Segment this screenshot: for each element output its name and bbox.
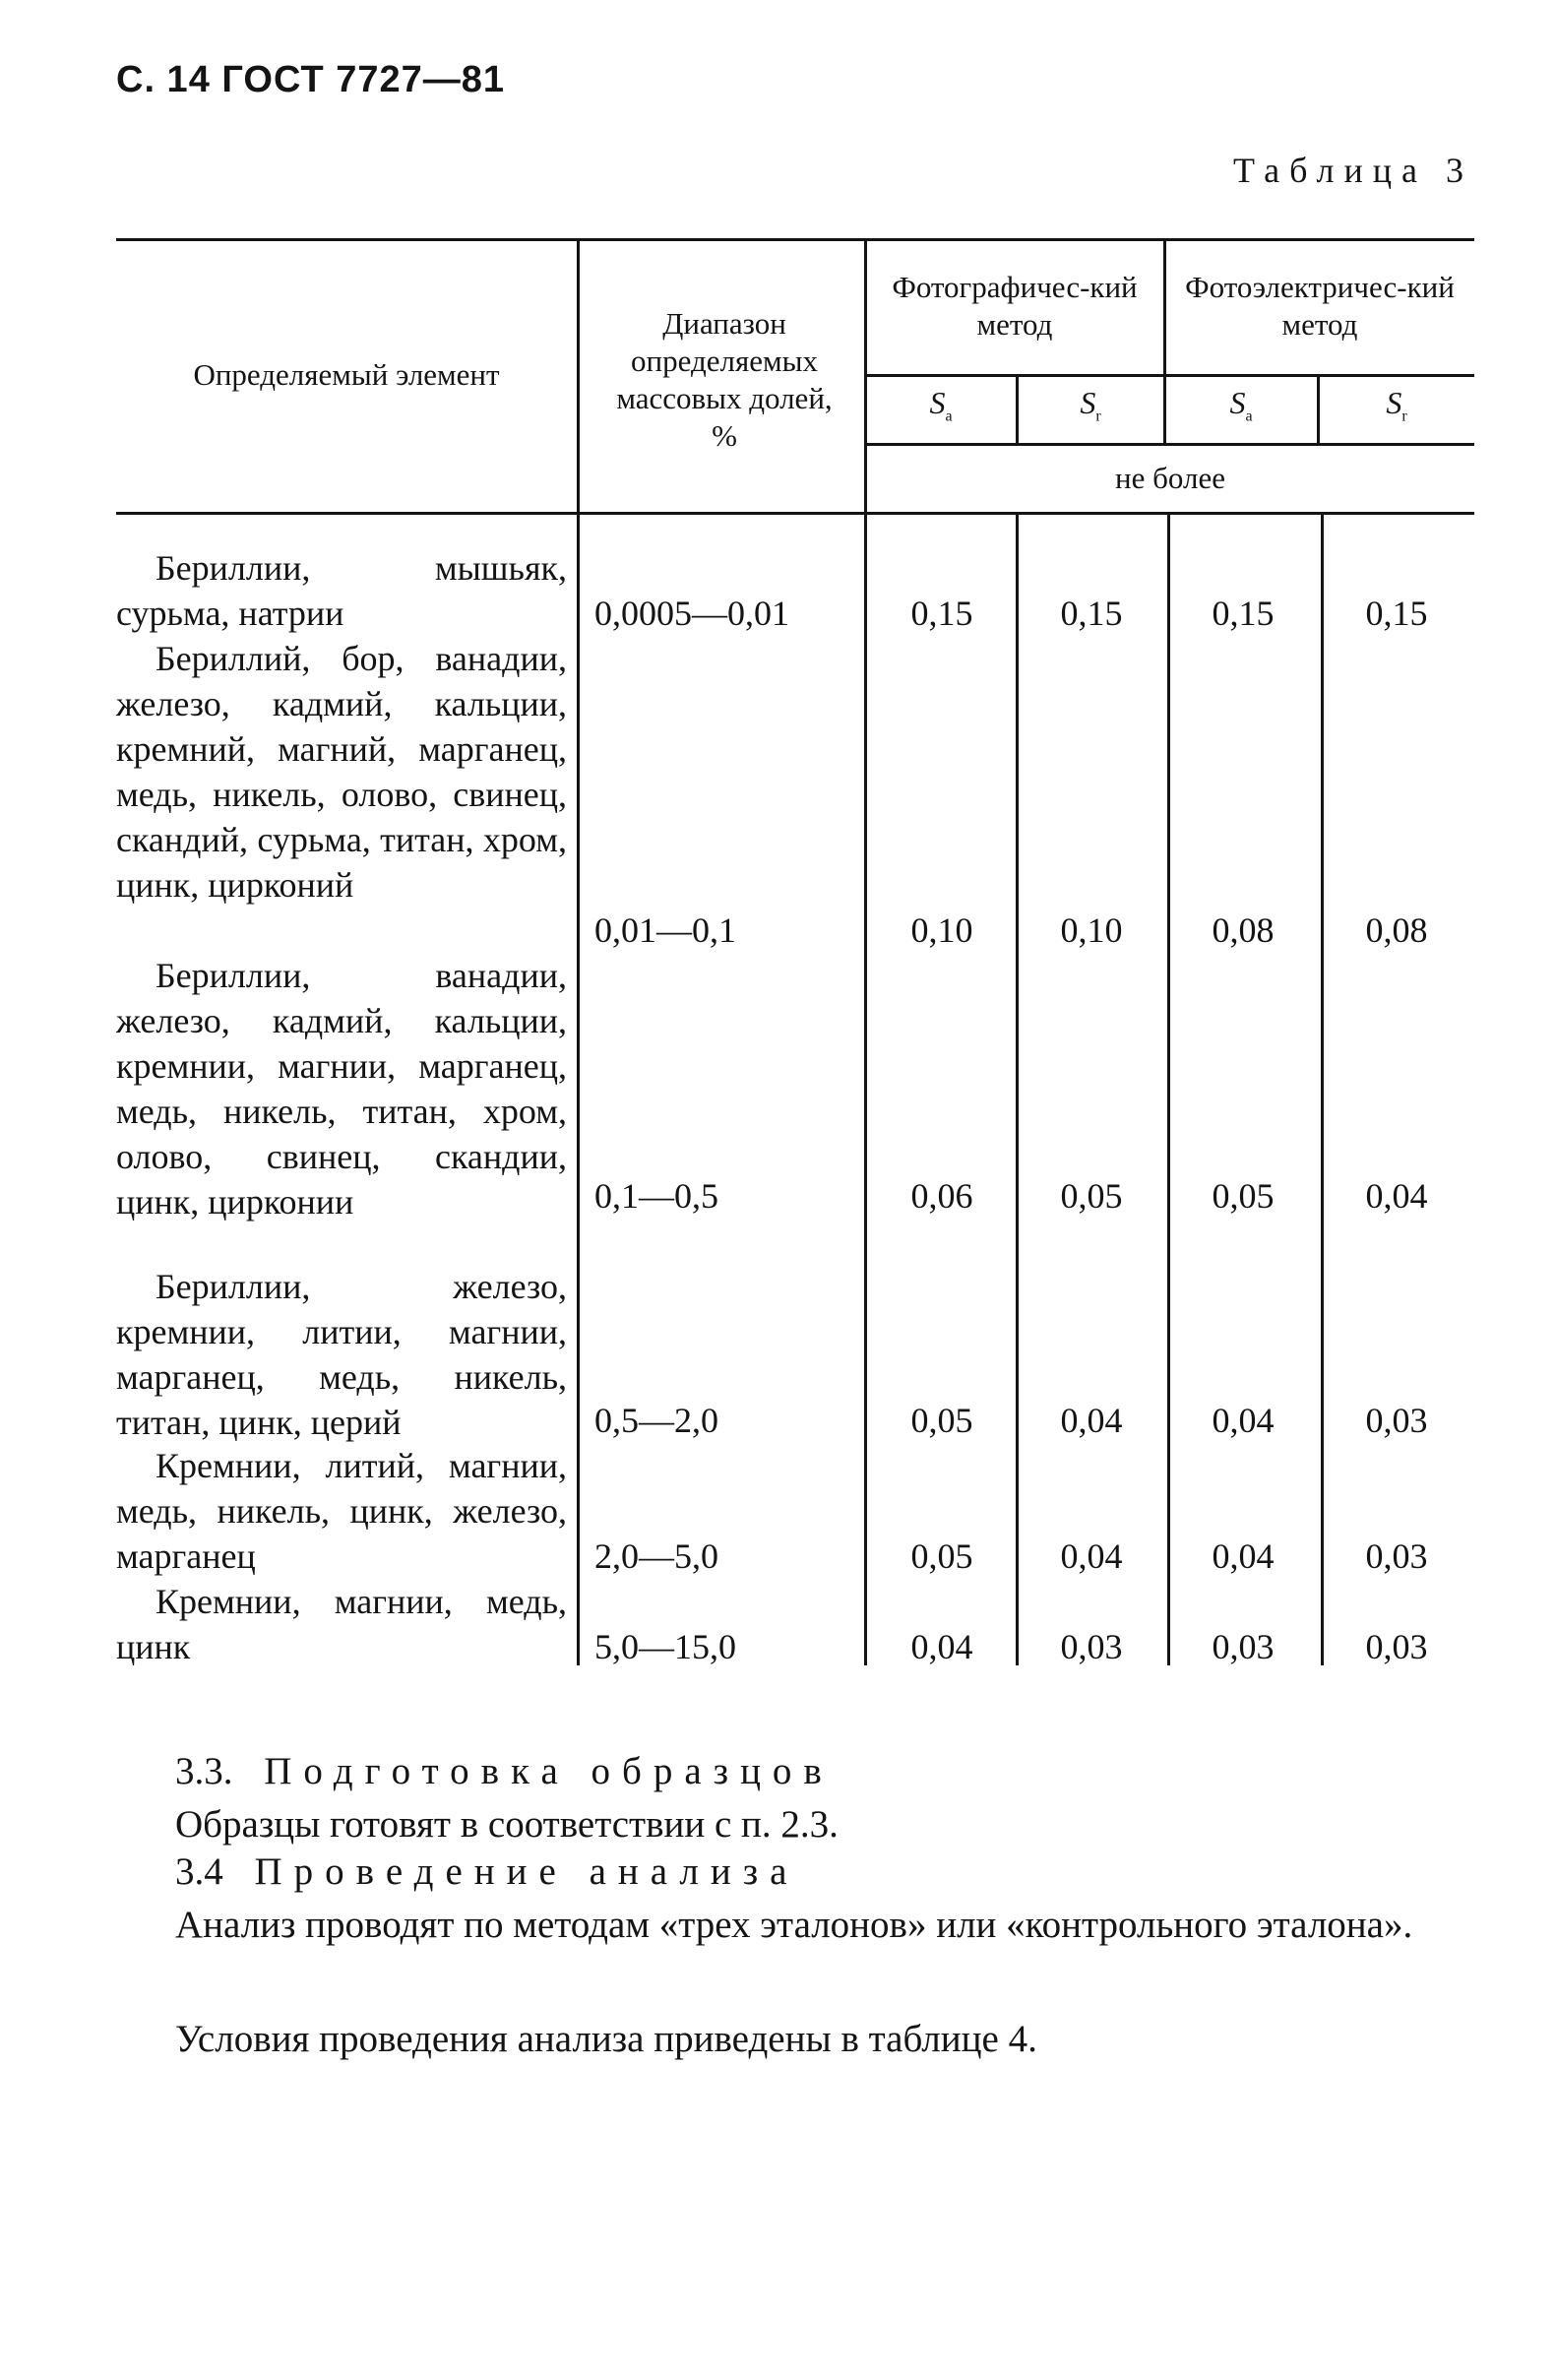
col-divider-3 xyxy=(1016,514,1019,1665)
table-row-2-photo-sr: 0,10 xyxy=(1060,910,1123,950)
header-photoelectric-method: Фотоэлектричес-кий метод xyxy=(1185,270,1455,342)
table-row-3-range: 0,1—0,5 xyxy=(594,1176,718,1216)
header-element: Определяемый элемент xyxy=(193,357,500,392)
table-row-6-pe-sa: 0,03 xyxy=(1212,1627,1275,1666)
table-row-5-pe-sa: 0,04 xyxy=(1212,1536,1275,1576)
table-row-1-elements: Бериллии, мышьяк, сурьма, натрии xyxy=(116,548,567,633)
table-row-3-photo-sa: 0,06 xyxy=(910,1176,973,1216)
header-range: Диапазон определяемых массовых долей, % xyxy=(616,306,833,453)
table-row-6-pe-sr: 0,03 xyxy=(1365,1627,1428,1666)
col-divider-4 xyxy=(1167,514,1170,1665)
table-row-1-photo-sr: 0,15 xyxy=(1060,594,1123,633)
page-header: С. 14 ГОСТ 7727—81 xyxy=(116,59,506,100)
header-pe-sr: $S_r$ xyxy=(1386,384,1407,425)
header-bottom-rule xyxy=(116,512,1474,515)
table-row-3-pe-sa: 0,05 xyxy=(1212,1176,1275,1216)
section-3-4-title: Проведение анализа xyxy=(254,1850,799,1893)
table-row-5-photo-sa: 0,05 xyxy=(910,1536,973,1576)
table-row-2-pe-sa: 0,08 xyxy=(1212,910,1275,950)
section-3-4-text-2: Условия проведения анализа приведены в таблице 4. xyxy=(175,2018,1037,2060)
table-row-1-pe-sa: 0,15 xyxy=(1212,594,1275,633)
section-3-4-text xyxy=(116,1900,1474,1951)
table-row-5-elements: Кремнии, литий, магнии, медь, никель, цинк, железо, марганец xyxy=(116,1446,567,1576)
table-row-5-pe-sr: 0,03 xyxy=(1365,1536,1428,1576)
table-row-2-elements: Бериллий, бор, ванадии, железо, кадмий, кальции, кремний, магний, марганец, медь, никель, олово, свинец, скандий, сурьма, титан, хром, цинк, цирконий xyxy=(116,639,567,905)
header-photo-sa: $S_a$ xyxy=(929,384,953,425)
header-not-more: не более xyxy=(1115,461,1225,495)
table-row-5-photo-sr: 0,04 xyxy=(1060,1536,1123,1576)
table-row-1-range: 0,0005—0,01 xyxy=(594,594,789,633)
section-3-4-number: 3.4 xyxy=(175,1850,223,1893)
section-3-3-title: Подготовка образцов xyxy=(264,1750,834,1792)
section-3-3-text: Образцы готовят в соответствии с п. 2.3. xyxy=(175,1803,839,1846)
section-3-3-heading xyxy=(116,1746,1533,1797)
table-row-4-range: 0,5—2,0 xyxy=(594,1401,718,1440)
table-row-2-range: 0,01—0,1 xyxy=(594,910,736,950)
table-row-1-pe-sr: 0,15 xyxy=(1365,594,1428,633)
table-row-6-photo-sr: 0,03 xyxy=(1060,1627,1123,1666)
table-row-4-pe-sr: 0,03 xyxy=(1365,1401,1428,1440)
header-photo-sr: $S_r$ xyxy=(1080,384,1101,425)
table-row-3-photo-sr: 0,05 xyxy=(1060,1176,1123,1216)
header-pe-sa: $S_a$ xyxy=(1229,384,1253,425)
table-row-4-photo-sa: 0,05 xyxy=(910,1401,973,1440)
table-row-2-photo-sa: 0,10 xyxy=(910,910,973,950)
table-row-6-range: 5,0—15,0 xyxy=(594,1627,736,1666)
table-caption: Таблица 3 xyxy=(1233,151,1473,190)
table-row-3-elements: Бериллии, ванадии, железо, кадмий, кальции, кремнии, магнии, марганец, медь, никель, титан, хром, олово, свинец, скандии, цинк, цирконии xyxy=(116,956,567,1221)
table-row-6-elements: Кремнии, магнии, медь, цинк xyxy=(116,1582,567,1666)
table-row-6-photo-sa: 0,04 xyxy=(910,1627,973,1666)
table-row-2-pe-sr: 0,08 xyxy=(1365,910,1428,950)
header-photo-method: Фотографичес-кий метод xyxy=(892,270,1138,342)
col-divider-1 xyxy=(577,238,580,1665)
section-3-4-paragraph: Анализ проводят по методам «трех эталонов» или «контрольного эталона». xyxy=(175,1904,1413,1946)
table-row-4-photo-sr: 0,04 xyxy=(1060,1401,1123,1440)
table-row-1-photo-sa: 0,15 xyxy=(910,594,973,633)
table-row-4-elements: Бериллии, железо, кремнии, литии, магнии, марганец, медь, никель, титан, цинк, церий xyxy=(116,1267,567,1442)
section-3-3-number: 3.3. xyxy=(175,1750,233,1792)
section-3-4-heading xyxy=(116,1847,1533,1898)
table-row-3-pe-sr: 0,04 xyxy=(1365,1176,1428,1216)
table-row-5-range: 2,0—5,0 xyxy=(594,1536,718,1576)
col-divider-5 xyxy=(1321,514,1324,1665)
table-row-4-pe-sa: 0,04 xyxy=(1212,1401,1275,1440)
